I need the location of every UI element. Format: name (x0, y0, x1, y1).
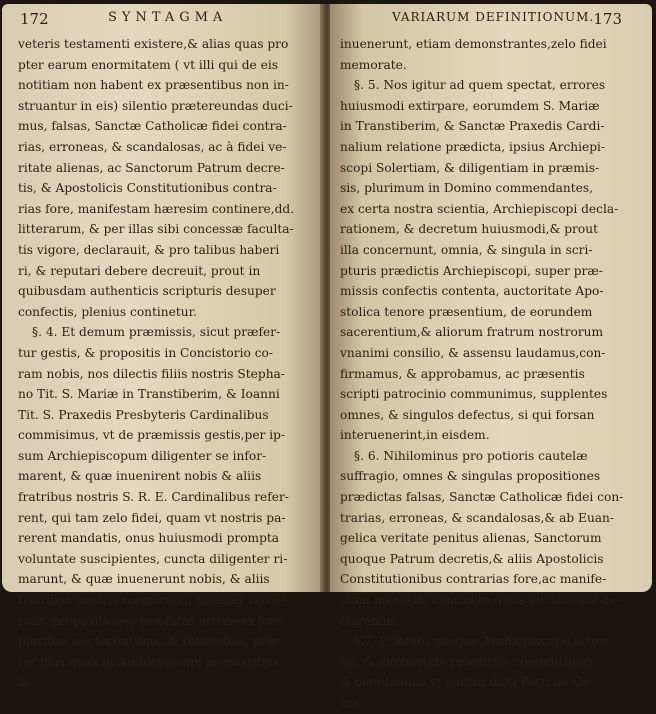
text-line: sacerentium,& aliorum fratrum nostrorum (340, 325, 604, 340)
text-line: tis vigore, declarauit, & pro talibus haberi (18, 242, 280, 257)
text-line: rent, qui tam zelo fidei, quam vt nostris pa- (18, 510, 286, 525)
text-line: memorate. (340, 57, 407, 72)
text-line: sum Archiepiscopum diligenter se infor- (18, 448, 267, 463)
text-line: §. 5. Nos igitur ad quem spectat, errores (354, 78, 606, 93)
right-running-head: VARIARUM DEFINITIONUM. (392, 10, 595, 24)
text-line: ma (340, 696, 359, 710)
text-line: rerent mandatis, onus huiusmodi prompta (18, 531, 280, 546)
text-line: ram nobis, nos dilectis filiis nostris Stepha- (18, 366, 285, 381)
text-line: firmamus, & approbamus, ac præsentis (340, 366, 585, 381)
text-line: marent, & quæ inuenirent nobis & aliis (18, 469, 262, 484)
left-page-header (16, 10, 314, 32)
text-line: rias, erroneas, & scandalosas, ac à fidei ve- (18, 139, 287, 154)
left-page-number: 172 (20, 10, 49, 28)
text-line: suffragio, omnes & singulas propositiones (340, 469, 601, 484)
text-line: fratribus nostris memoratis, fideliter retule- (18, 593, 290, 608)
text-line: pluribus auctoritatibus, & rationibus, præ- (18, 634, 283, 649)
text-line: Tit. S. Praxedis Presbyteris Cardinalibus (18, 407, 269, 422)
text-line: confectis, plenius continetur. (18, 304, 197, 319)
text-line: scopi Solertiam, & diligentiam in præmis- (340, 160, 600, 175)
text-line: inuenerunt, etiam demonstrantes,zelo fidei (340, 37, 607, 51)
text-line: interuenerint,in eisdem. (340, 428, 490, 443)
text-line: tia, & auctoritate prædictis committimus (340, 654, 594, 669)
text-line: in- (18, 675, 34, 690)
text-line: pturis prædictis Archiepiscopi, super præ- (340, 263, 603, 278)
left-page-text (18, 34, 314, 693)
text-line: vnanimi consilio, & assensu laudamus,con- (340, 345, 606, 360)
text-line: mus, falsas, Sanctæ Catholicæ fidei contra- (18, 119, 287, 134)
text-line: notitiam non habent ex præsentibus non in- (18, 78, 289, 93)
text-line: claramus. (340, 613, 401, 628)
text-line: runt, propositiones præfatas erroneas fore, (18, 613, 287, 628)
text-line: no Tit. S. Mariæ in Transtiberim, & Ioanni (18, 387, 280, 402)
text-line: ri, & reputari debere decreuit, prout in (18, 263, 261, 278)
text-line: rationem, & decretum huiusmodi,& prout (340, 222, 598, 237)
text-line: missis confectis contenta, auctoritate Apo- (340, 284, 604, 299)
text-line: omnes, & singulos defectus, si qui forsan (340, 407, 595, 422)
text-line: commisimus, vt de præmissis gestis,per ip- (18, 428, 286, 443)
right-page-number: 173 (593, 10, 622, 28)
text-line: veteris testamenti existere,& alias quas pro (18, 37, 289, 51)
right-page (330, 4, 652, 710)
text-line: illa concernunt, omnia, & singula in scri- (340, 242, 593, 257)
text-line: prædictas falsas, Sanctæ Catholicæ fidei con- (340, 490, 624, 505)
text-line: stolica tenore præsentium, de eorundem (340, 304, 593, 319)
text-line: ex certa nostra scientia, Archiepiscopi decla- (340, 201, 619, 216)
text-line: marunt, & quæ inuenerunt nobis, & aliis (18, 572, 270, 587)
text-line: voluntate suscipientes, cuncta diligenter ri- (18, 551, 288, 566)
text-line: quibusdam authenticis scripturis desuper (18, 284, 276, 299)
text-line: fratribus nostris S. R. E. Cardinalibus refer- (18, 490, 289, 505)
text-line: nalium relatione prædicta, ipsius Archiepi- (340, 139, 606, 154)
text-line: scripti patrocinio communimus, supplentes (340, 387, 608, 402)
text-line: gelica veritate penitus alienas, Sanctorum (340, 531, 602, 546)
text-line: §.7. Præfato quoque Archiepiscopo,scien- (354, 634, 611, 649)
text-line: rias fore, manifestam hæresim continere,dd. (18, 201, 295, 216)
text-line: tis, & Apostolicis Constitutionibus contra- (18, 181, 277, 196)
text-line: §. 4. Et demum præmissis, sicut præfer- (32, 325, 281, 340)
text-line: & mandamus, vt contra dicti Petri de Os- (340, 675, 594, 690)
text-line: sis, plurimum in Domino commendantes, (340, 181, 594, 196)
text-line: in Transtiberim, & Sanctæ Praxedis Cardi- (340, 119, 605, 134)
text-line: pter earum enormitatem ( vt illi qui de eis (18, 57, 279, 72)
text-line: litterarum, & per illas sibi concessæ faculta- (18, 222, 294, 237)
text-line: quoque Patrum decretis,& aliis Apostolicis (340, 551, 604, 566)
text-line: ritate alienas, ac Sanctorum Patrum decre- (18, 160, 285, 175)
text-line: §. 6. Nihilominus pro potioris cautelæ (354, 448, 588, 463)
right-page-text (340, 34, 638, 714)
text-line: huiusmodi extirpare, eorumdem S. Mariæ (340, 98, 600, 113)
text-line: stam hæresim continere,dicta auctoritate de- (340, 593, 621, 608)
text-line: struantur in eis) silentio prætereundas duci- (18, 98, 293, 113)
text-line: tur gestis, & propositis in Concistorio co- (18, 345, 273, 360)
left-running-head: SYNTAGMA (108, 10, 228, 25)
text-line: Constitutionibus contrarias fore,ac manife- (340, 572, 607, 587)
left-page (2, 4, 324, 690)
text-line: ter illas quas in Archiepiscopi processibus (18, 654, 279, 669)
text-line: trarias, erroneas, & scandalosas,& ab Euan- (340, 510, 615, 525)
right-page-header (344, 10, 642, 32)
